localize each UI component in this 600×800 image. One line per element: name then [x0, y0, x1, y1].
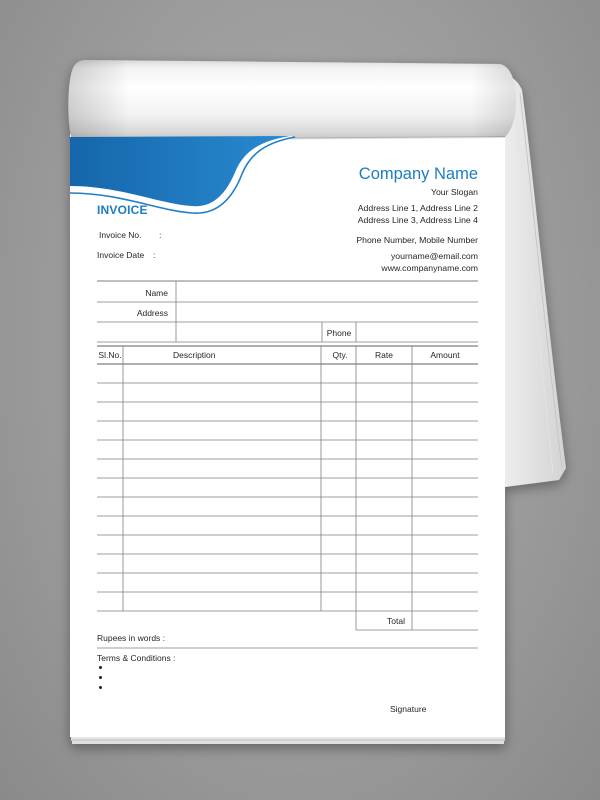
terms-bullet-point	[99, 666, 102, 669]
terms-bullet-point	[99, 676, 102, 679]
column-header-qty: Qty.	[332, 350, 348, 360]
sheet-stack-edge	[71, 739, 505, 741]
invoice-title: INVOICE	[97, 203, 148, 217]
column-header-slno: Sl.No.	[98, 350, 122, 360]
customer-phone-label: Phone	[326, 328, 352, 338]
company-address-line-2: Address Line 3, Address Line 4	[357, 215, 478, 225]
invoice-date-label: Invoice Date	[97, 250, 145, 260]
signature-label: Signature	[390, 704, 427, 714]
column-header-amount: Amount	[430, 350, 460, 360]
terms-label: Terms & Conditions :	[97, 653, 176, 663]
customer-address-label: Address	[136, 308, 168, 318]
company-website: www.companyname.com	[381, 263, 478, 273]
rolled-pages-right-shade	[68, 60, 516, 140]
company-email: yourname@email.com	[390, 251, 478, 261]
amount-in-words-label: Rupees in words :	[97, 633, 166, 643]
sheet-stack-edge	[72, 741, 504, 744]
invoice-number-label: Invoice No.	[99, 230, 142, 240]
terms-bullet-point	[99, 686, 102, 689]
column-header-description: Description	[173, 350, 216, 360]
column-header-rate: Rate	[375, 350, 393, 360]
invoice-date-colon: :	[153, 250, 156, 260]
company-slogan: Your Slogan	[430, 187, 478, 197]
company-name: Company Name	[358, 165, 478, 183]
company-phone: Phone Number, Mobile Number	[356, 235, 478, 245]
invoice-number-colon: :	[159, 230, 162, 240]
customer-name-label: Name	[145, 288, 168, 298]
company-address-line-1: Address Line 1, Address Line 2	[357, 203, 478, 213]
total-label: Total	[387, 616, 405, 626]
